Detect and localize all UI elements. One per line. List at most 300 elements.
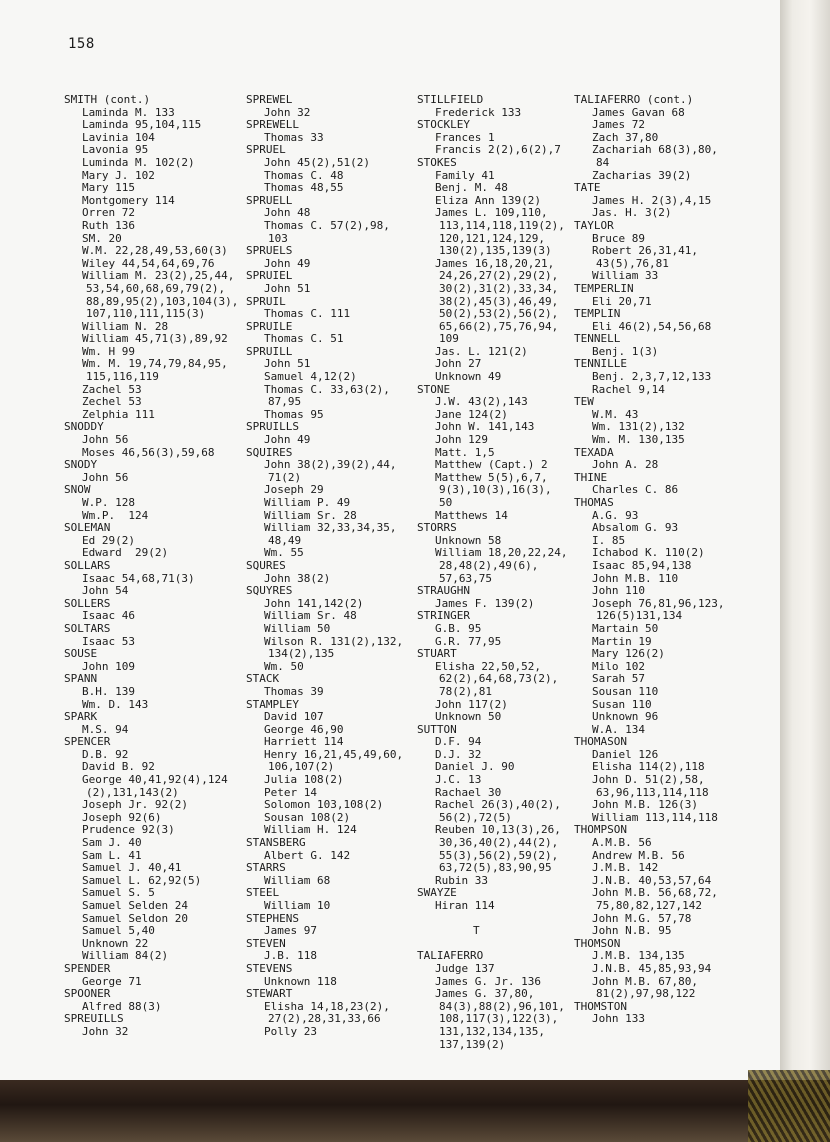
index-entry: Wm. M. 19,74,79,84,95, — [82, 357, 228, 371]
index-entry: Andrew M.B. 56 — [592, 848, 685, 862]
index-entry: Charles C. 86 — [592, 483, 679, 497]
index-entry: Isaac 46 — [82, 609, 135, 623]
index-entry: Martain 50 — [592, 621, 659, 635]
index-entry: I. 85 — [592, 533, 626, 547]
index-entry: Thomas C. 111 — [264, 307, 351, 321]
index-entry: John M.B. 110 — [592, 571, 679, 585]
index-entry: A.G. 93 — [592, 508, 639, 522]
index-entry: Zach 37,80 — [592, 130, 659, 144]
index-entry: Wm. H 99 — [82, 344, 135, 358]
index-entry: Polly 23 — [264, 1024, 317, 1038]
surname-heading: STEPHENS — [246, 911, 299, 925]
index-entry: W.A. 134 — [592, 722, 645, 736]
surname-heading: STILLFIELD — [417, 93, 484, 106]
index-entry: William P. 49 — [264, 496, 351, 509]
index-entry-continuation: 113,114,118,119(2), — [439, 218, 565, 232]
surname-heading: SOLLARS — [64, 558, 111, 572]
index-entry: John 51 — [264, 357, 311, 371]
index-entry: Samuel L. 62,92(5) — [82, 873, 202, 887]
surname-heading: TENNELL — [574, 332, 621, 346]
surname-heading: SPREWEL — [246, 93, 293, 106]
surname-heading: SPANN — [64, 672, 98, 686]
index-entry: William 10 — [264, 899, 331, 912]
index-entry: Zachel 53 — [82, 382, 142, 396]
index-entry: William N. 28 — [82, 319, 169, 333]
index-entry: Zacharias 39(2) — [592, 168, 692, 182]
surname-heading: SMITH (cont.) — [64, 93, 151, 106]
surname-heading: TALIAFERRO (cont.) — [574, 93, 694, 106]
index-entry: Francis 2(2),6(2),7 — [435, 143, 561, 157]
index-entry: James L. 109,110, — [435, 206, 548, 220]
index-entry-continuation: 131,132,134,135, — [439, 1024, 545, 1038]
index-entry-continuation: 81(2),97,98,122 — [596, 987, 696, 1001]
surname-heading: THOMSON — [574, 936, 621, 950]
index-entry: Frederick 133 — [435, 105, 522, 119]
index-entry: Ichabod K. 110(2) — [592, 546, 705, 560]
index-entry: Samuel S. 5 — [82, 886, 155, 900]
index-entry-continuation: 50(2),53(2),56(2), — [439, 307, 559, 321]
index-entry: James 72 — [592, 118, 645, 132]
surname-heading: STRINGER — [417, 609, 470, 623]
index-entry: Luminda M. 102(2) — [82, 155, 195, 169]
index-entry: James G. Jr. 136 — [435, 974, 541, 988]
index-entry-continuation: 57,63,75 — [439, 571, 492, 585]
index-entry: J.N.B. 40,53,57,64 — [592, 873, 712, 887]
book-bottom-edge — [0, 1080, 830, 1142]
index-entry-continuation: 30,36,40(2),44(2), — [439, 836, 559, 850]
index-entry-continuation: 87,95 — [268, 395, 302, 409]
index-entry: J.W. 43(2),143 — [435, 395, 528, 409]
index-entry: Thomas C. 51 — [264, 332, 344, 346]
surname-heading: STEVENS — [246, 961, 293, 975]
index-entry: Mary 115 — [82, 181, 135, 195]
index-entry: John 56 — [82, 470, 129, 484]
surname-heading: SQUYRES — [246, 584, 293, 598]
index-entry: George 46,90 — [264, 722, 344, 736]
surname-heading: SPENCER — [64, 735, 111, 749]
index-entry: John N.B. 95 — [592, 924, 672, 938]
surname-heading: THOMAS — [574, 496, 614, 509]
index-entry: Absalom G. 93 — [592, 521, 679, 535]
index-entry: John W. 141,143 — [435, 420, 535, 434]
index-entry: Sarah 57 — [592, 672, 645, 686]
index-entry: John 32 — [82, 1024, 129, 1038]
index-entry-continuation: 106,107(2) — [268, 760, 335, 774]
index-entry: Unknown 118 — [264, 974, 337, 988]
surname-heading: SPREUILLS — [64, 1012, 124, 1026]
index-entry: Thomas 48,55 — [264, 181, 344, 195]
surname-heading: SPRUIEL — [246, 269, 293, 283]
index-entry: William M. 23(2),25,44, — [82, 269, 235, 283]
index-entry: Eli 20,71 — [592, 294, 652, 308]
index-entry: Harriett 114 — [264, 735, 344, 749]
index-entry: James G. 37,80, — [435, 987, 535, 1001]
surname-heading: STARRS — [246, 861, 286, 875]
index-entry: Thomas 33 — [264, 130, 324, 144]
index-entry-continuation: 56(2),72(5) — [439, 810, 512, 824]
surname-heading: SOUSE — [64, 647, 98, 661]
index-entry: Wiley 44,54,64,69,76 — [82, 256, 215, 270]
index-entry-continuation: 48,49 — [268, 533, 302, 547]
index-entry: Wm.P. 124 — [82, 508, 149, 522]
surname-heading: SOLEMAN — [64, 521, 111, 535]
surname-heading: SNODDY — [64, 420, 104, 434]
index-entry: Zelphia 111 — [82, 407, 155, 421]
index-entry-continuation: 120,121,124,129, — [439, 231, 545, 245]
index-entry: Mary 126(2) — [592, 647, 665, 661]
index-entry: Matt. 1,5 — [435, 445, 495, 459]
index-entry: John 133 — [592, 1012, 645, 1026]
surname-heading: TALIAFERRO — [417, 949, 484, 963]
index-column-4 — [574, 94, 749, 1026]
index-entry-continuation: 75,80,82,127,142 — [596, 899, 702, 912]
index-entry: Rachael 30 — [435, 785, 502, 799]
index-entry: Matthew 5(5),6,7, — [435, 470, 548, 484]
book-spine-gutter — [780, 0, 830, 1080]
index-entry: M.S. 94 — [82, 722, 129, 736]
surname-heading: STUART — [417, 647, 457, 661]
index-entry: Wm. 50 — [264, 659, 304, 673]
index-entry: W.P. 128 — [82, 496, 135, 509]
index-entry: William 32,33,34,35, — [264, 521, 397, 535]
index-entry: Mary J. 102 — [82, 168, 155, 182]
index-entry: Sousan 108(2) — [264, 810, 351, 824]
index-entry: Robert 26,31,41, — [592, 244, 698, 258]
index-entry-continuation: 27(2),28,31,33,66 — [268, 1012, 381, 1026]
index-entry: Samuel Selden 24 — [82, 899, 188, 912]
index-entry: Judge 137 — [435, 961, 495, 975]
index-entry: John 109 — [82, 659, 135, 673]
index-entry: John 129 — [435, 433, 488, 447]
surname-heading: THOMPSON — [574, 823, 627, 837]
surname-heading: TEW — [574, 395, 594, 409]
index-entry: John M.G. 57,78 — [592, 911, 692, 925]
section-letter: T — [473, 924, 480, 938]
surname-heading: SPRUIL — [246, 294, 286, 308]
index-entry: Hiran 114 — [435, 899, 495, 912]
surname-heading: SPREWELL — [246, 118, 299, 132]
surname-heading: SPRUILLS — [246, 420, 299, 434]
index-entry: Wm. 131(2),132 — [592, 420, 685, 434]
index-entry: Lavinia 104 — [82, 130, 155, 144]
surname-heading: TATE — [574, 181, 601, 195]
index-entry: W.M. 43 — [592, 407, 639, 421]
surname-heading: STOKES — [417, 155, 457, 169]
surname-heading: SOLTARS — [64, 621, 111, 635]
index-entry: William Sr. 48 — [264, 609, 357, 623]
index-entry: Rachel 9,14 — [592, 382, 665, 396]
index-entry: Eli 46(2),54,56,68 — [592, 319, 712, 333]
index-entry: Sam J. 40 — [82, 836, 142, 850]
index-entry: Laminda 95,104,115 — [82, 118, 202, 132]
index-entry: George 40,41,92(4),124 — [82, 773, 228, 787]
index-entry: Unknown 49 — [435, 370, 502, 384]
surname-heading: THOMASON — [574, 735, 627, 749]
index-entry: Elisha 114(2),118 — [592, 760, 705, 774]
index-entry-continuation: 71(2) — [268, 470, 302, 484]
index-entry: Edward 29(2) — [82, 546, 169, 560]
index-entry: John 27 — [435, 357, 482, 371]
index-entry: Milo 102 — [592, 659, 645, 673]
bookmark-ribbon — [748, 1070, 830, 1142]
index-entry: D.J. 32 — [435, 747, 482, 761]
index-entry: Wm. 55 — [264, 546, 304, 560]
surname-heading: SPRUELL — [246, 193, 293, 207]
index-entry: Samuel J. 40,41 — [82, 861, 182, 875]
index-entry: Samuel 5,40 — [82, 924, 155, 938]
index-entry: William 33 — [592, 269, 659, 283]
index-entry: Prudence 92(3) — [82, 823, 175, 837]
surname-heading: STACK — [246, 672, 280, 686]
blank-line — [417, 913, 592, 926]
index-entry: J.M.B. 142 — [592, 861, 659, 875]
index-entry-continuation: 28,48(2),49(6), — [439, 558, 539, 572]
index-entry: John 54 — [82, 584, 129, 598]
index-entry: Samuel Seldon 20 — [82, 911, 188, 925]
surname-heading: STEVEN — [246, 936, 286, 950]
index-entry: Elisha 14,18,23(2), — [264, 999, 390, 1013]
index-entry: J.N.B. 45,85,93,94 — [592, 961, 712, 975]
index-entry: D.B. 92 — [82, 747, 129, 761]
index-entry: Reuben 10,13(3),26, — [435, 823, 561, 837]
index-entry: Rubin 33 — [435, 873, 488, 887]
index-entry: James 97 — [264, 924, 317, 938]
index-entry: Isaac 54,68,71(3) — [82, 571, 195, 585]
surname-heading: STRAUGHN — [417, 584, 470, 598]
surname-heading: SPENDER — [64, 961, 111, 975]
index-entry: William H. 124 — [264, 823, 357, 837]
index-entry: John 110 — [592, 584, 645, 598]
index-entry-continuation: 24,26,27(2),29(2), — [439, 269, 559, 283]
index-entry: William 113,114,118 — [592, 810, 718, 824]
index-entry: Unknown 58 — [435, 533, 502, 547]
index-entry: Joseph 29 — [264, 483, 324, 497]
index-entry: John 32 — [264, 105, 311, 119]
index-entry: George 71 — [82, 974, 142, 988]
index-entry: A.M.B. 56 — [592, 836, 652, 850]
index-entry-continuation: 55(3),56(2),59(2), — [439, 848, 559, 862]
index-entry: B.H. 139 — [82, 684, 135, 698]
surname-heading: SNOW — [64, 483, 91, 497]
index-entry: John 141,142(2) — [264, 596, 364, 610]
index-entry: Ed 29(2) — [82, 533, 135, 547]
index-entry: Jas. H. 3(2) — [592, 206, 672, 220]
index-entry: Wilson R. 131(2),132, — [264, 634, 404, 648]
index-entry: Daniel J. 90 — [435, 760, 515, 774]
index-entry: William 50 — [264, 621, 331, 635]
surname-heading: TEMPLIN — [574, 307, 621, 321]
index-entry: Family 41 — [435, 168, 495, 182]
index-entry-continuation: 126(5)131,134 — [596, 609, 683, 623]
index-entry-continuation: 38(2),45(3),46,49, — [439, 294, 559, 308]
index-entry: William 18,20,22,24, — [435, 546, 568, 560]
index-entry: Bruce 89 — [592, 231, 645, 245]
index-entry-continuation: 53,54,60,68,69,79(2), — [86, 281, 226, 295]
index-entry: J.B. 118 — [264, 949, 317, 963]
surname-heading: SPOONER — [64, 987, 111, 1001]
index-entry: Matthew (Capt.) 2 — [435, 458, 548, 472]
index-entry-continuation: 78(2),81 — [439, 684, 492, 698]
page-number: 158 — [68, 36, 95, 52]
index-entry: David 107 — [264, 710, 324, 724]
index-entry: Unknown 50 — [435, 710, 502, 724]
index-entry: Elisha 22,50,52, — [435, 659, 541, 673]
surname-heading: TEMPERLIN — [574, 281, 634, 295]
index-entry: Alfred 88(3) — [82, 999, 162, 1013]
index-entry: Martin 19 — [592, 634, 652, 648]
surname-heading: STORRS — [417, 521, 457, 535]
index-entry: John A. 28 — [592, 458, 659, 472]
surname-heading: SPRUEL — [246, 143, 286, 157]
surname-heading: SQURES — [246, 558, 286, 572]
surname-heading: THOMSTON — [574, 999, 627, 1013]
index-entry: D.F. 94 — [435, 735, 482, 749]
index-entry: Eliza Ann 139(2) — [435, 193, 541, 207]
index-entry: Benj. M. 48 — [435, 181, 508, 195]
index-entry: John M.B. 56,68,72, — [592, 886, 718, 900]
surname-heading: TENNILLE — [574, 357, 627, 371]
surname-heading: STOCKLEY — [417, 118, 470, 132]
index-entry: W.M. 22,28,49,53,60(3) — [82, 244, 228, 258]
index-entry: James F. 139(2) — [435, 596, 535, 610]
index-entry: Daniel 126 — [592, 747, 659, 761]
index-entry: Thomas 39 — [264, 684, 324, 698]
index-entry-continuation: 109 — [439, 332, 459, 346]
index-entry: John 49 — [264, 433, 311, 447]
index-entry: Susan 110 — [592, 697, 652, 711]
index-entry: Lavonia 95 — [82, 143, 149, 157]
index-entry: Henry 16,21,45,49,60, — [264, 747, 404, 761]
surname-heading: SPARK — [64, 710, 98, 724]
index-entry: William 45,71(3),89,92 — [82, 332, 228, 346]
index-entry: Jas. L. 121(2) — [435, 344, 528, 358]
index-entry: Joseph 92(6) — [82, 810, 162, 824]
index-entry-continuation: 115,116,119 — [86, 370, 159, 384]
index-column-2 — [246, 94, 421, 1039]
index-entry: John D. 51(2),58, — [592, 773, 705, 787]
index-entry: Unknown 22 — [82, 936, 149, 950]
index-entry: James H. 2(3),4,15 — [592, 193, 712, 207]
index-entry: G.R. 77,95 — [435, 634, 502, 648]
index-entry: Peter 14 — [264, 785, 317, 799]
index-entry: John 56 — [82, 433, 129, 447]
index-entry: John 38(2) — [264, 571, 331, 585]
index-entry: Orren 72 — [82, 206, 135, 220]
surname-heading: SPRUELS — [246, 244, 293, 258]
index-entry-continuation: 43(5),76,81 — [596, 256, 669, 270]
index-entry: Thomas C. 57(2),98, — [264, 218, 390, 232]
index-entry: William 68 — [264, 873, 331, 887]
index-entry: Montgomery 114 — [82, 193, 175, 207]
index-entry: J.C. 13 — [435, 773, 482, 787]
index-entry: William 84(2) — [82, 949, 169, 963]
surname-heading: STEEL — [246, 886, 280, 900]
index-entry: Samuel 4,12(2) — [264, 370, 357, 384]
index-entry: Thomas C. 33,63(2), — [264, 382, 390, 396]
index-entry: Sam L. 41 — [82, 848, 142, 862]
index-entry-continuation: 130(2),135,139(3) — [439, 244, 552, 258]
index-entry: John M.B. 126(3) — [592, 798, 698, 812]
index-entry-continuation: 50 — [439, 496, 453, 509]
surname-heading: SQUIRES — [246, 445, 293, 459]
index-entry: John M.B. 67,80, — [592, 974, 698, 988]
surname-heading: STONE — [417, 382, 451, 396]
index-entry: Benj. 2,3,7,12,133 — [592, 370, 712, 384]
index-entry: Wm. M. 130,135 — [592, 433, 685, 447]
index-entry: G.B. 95 — [435, 621, 482, 635]
index-entry: David B. 92 — [82, 760, 155, 774]
surname-heading: SWAYZE — [417, 886, 457, 900]
surname-heading: SPRUILE — [246, 319, 293, 333]
surname-heading: SOLLERS — [64, 596, 111, 610]
surname-heading: TEXADA — [574, 445, 614, 459]
index-entry-continuation: 65,66(2),75,76,94, — [439, 319, 559, 333]
index-entry: Joseph Jr. 92(2) — [82, 798, 188, 812]
index-entry: Matthews 14 — [435, 508, 508, 522]
index-entry-continuation: 108,117(3),122(3), — [439, 1012, 559, 1026]
index-entry: Thomas 95 — [264, 407, 324, 421]
index-entry-continuation: 63,72(5),83,90,95 — [439, 861, 552, 875]
surname-heading: STEWART — [246, 987, 293, 1001]
index-entry-continuation: 103 — [268, 231, 288, 245]
index-entry: Ruth 136 — [82, 218, 135, 232]
index-entry: Zachariah 68(3),80, — [592, 143, 718, 157]
index-entry: SM. 20 — [82, 231, 122, 245]
index-entry: Isaac 85,94,138 — [592, 558, 692, 572]
index-column-1 — [64, 94, 239, 1039]
index-entry: J.M.B. 134,135 — [592, 949, 685, 963]
index-entry: Solomon 103,108(2) — [264, 798, 384, 812]
index-entry-continuation: 137,139(2) — [439, 1037, 506, 1051]
index-entry-continuation: 63,96,113,114,118 — [596, 785, 709, 799]
surname-heading: SUTTON — [417, 722, 457, 736]
index-entry: John 49 — [264, 256, 311, 270]
index-entry-continuation: 9(3),10(3),16(3), — [439, 483, 552, 497]
surname-heading: SNODY — [64, 458, 98, 472]
index-entry-continuation: 88,89,95(2),103,104(3), — [86, 294, 239, 308]
index-entry-continuation: 30(2),31(2),33,34, — [439, 281, 559, 295]
surname-heading: SPRUILL — [246, 344, 293, 358]
index-entry-continuation: 84(3),88(2),96,101, — [439, 999, 565, 1013]
index-entry: Jane 124(2) — [435, 407, 508, 421]
index-entry: John 48 — [264, 206, 311, 220]
index-entry: John 38(2),39(2),44, — [264, 458, 397, 472]
index-entry: James Gavan 68 — [592, 105, 685, 119]
index-entry: Wm. D. 143 — [82, 697, 149, 711]
index-entry: James 16,18,20,21, — [435, 256, 555, 270]
index-entry-continuation: (2),131,143(2) — [86, 785, 179, 799]
index-entry: William Sr. 28 — [264, 508, 357, 522]
index-entry: Isaac 53 — [82, 634, 135, 648]
surname-heading: STANSBERG — [246, 836, 306, 850]
index-entry-continuation: 107,110,111,115(3) — [86, 307, 206, 321]
index-column-3 — [417, 94, 592, 1051]
index-entry: John 45(2),51(2) — [264, 155, 370, 169]
index-entry: Benj. 1(3) — [592, 344, 659, 358]
index-entry: Moses 46,56(3),59,68 — [82, 445, 215, 459]
surname-heading: THINE — [574, 470, 608, 484]
index-entry: Unknown 96 — [592, 710, 659, 724]
index-entry: John 51 — [264, 281, 311, 295]
index-entry: Julia 108(2) — [264, 773, 344, 787]
index-entry-continuation: 134(2),135 — [268, 647, 335, 661]
surname-heading: STAMPLEY — [246, 697, 299, 711]
index-entry: Joseph 76,81,96,123, — [592, 596, 725, 610]
index-entry: Sousan 110 — [592, 684, 659, 698]
index-entry: Laminda M. 133 — [82, 105, 175, 119]
index-entry: Albert G. 142 — [264, 848, 351, 862]
index-entry: John 117(2) — [435, 697, 508, 711]
